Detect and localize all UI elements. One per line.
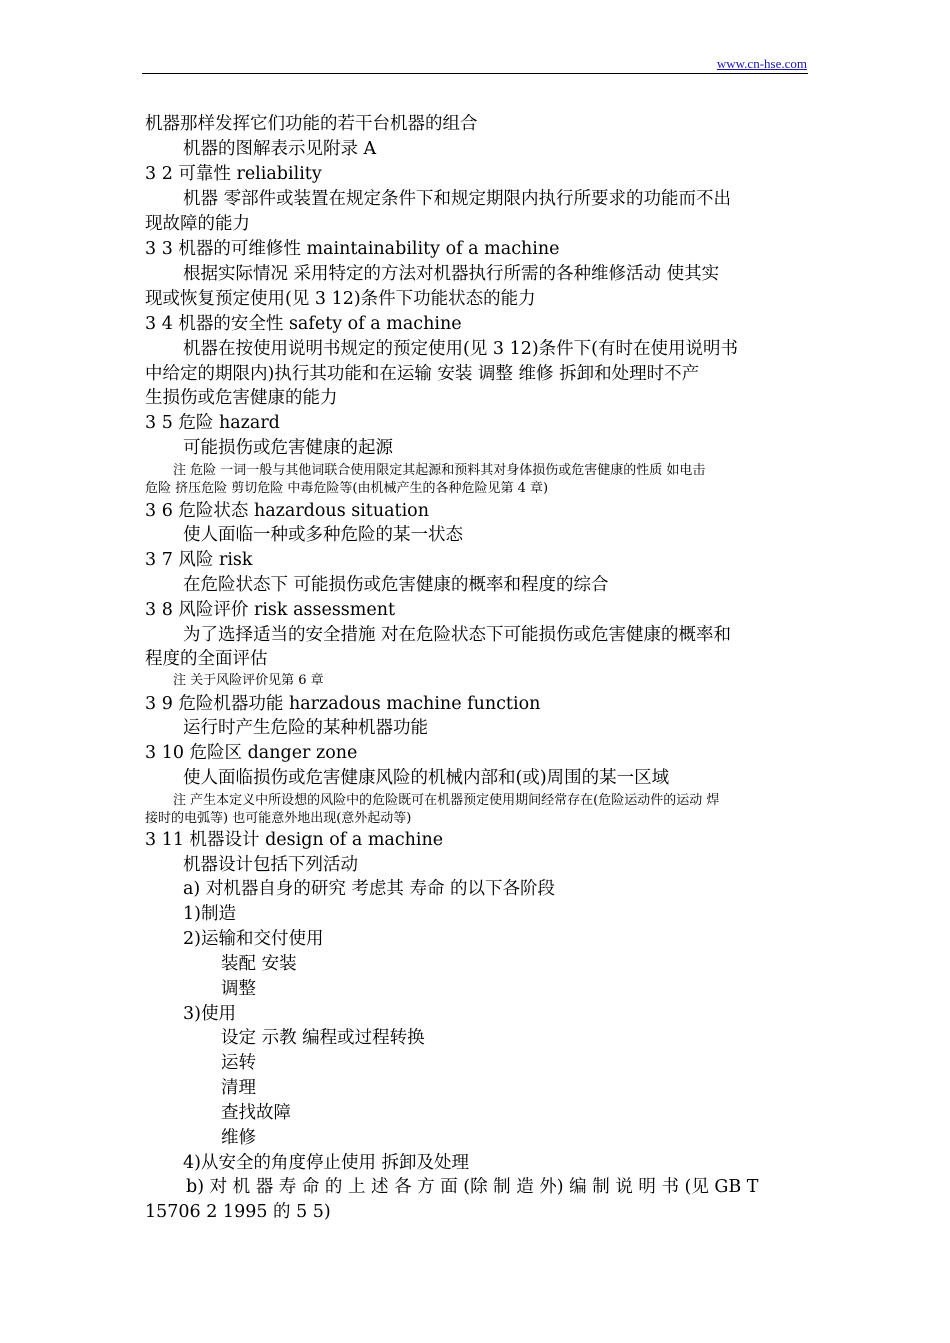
text-line: 机器的图解表示见附录 A: [183, 139, 377, 159]
list-item: 4)从安全的角度停止使用 拆卸及处理: [183, 1153, 470, 1173]
text-line: 可能损伤或危害健康的起源: [183, 438, 393, 458]
section-heading: 3 4 机器的安全性 safety of a machine: [145, 314, 462, 334]
text-line: 机器设计包括下列活动: [183, 855, 358, 875]
text-line: 机器在按使用说明书规定的预定使用(见 3 12)条件下(有时在使用说明书: [183, 339, 739, 359]
text-line: 生损伤或危害健康的能力: [145, 388, 338, 408]
note-line: 注 产生本定义中所设想的风险中的危险既可在机器预定使用期间经常存在(危险运动件的运动 焊: [173, 793, 720, 808]
section-heading: 3 10 危险区 danger zone: [145, 743, 358, 763]
section-heading: 3 9 危险机器功能 harzadous machine function: [145, 694, 541, 714]
list-item: 2)运输和交付使用: [183, 929, 324, 949]
section-heading: 3 5 危险 hazard: [145, 413, 280, 433]
note-line: 接时的电弧等) 也可能意外地出现(意外起动等): [145, 811, 412, 826]
list-subitem: 维修: [221, 1128, 256, 1148]
list-item: 1)制造: [183, 904, 236, 924]
text-line: 中给定的期限内)执行其功能和在运输 安装 调整 维修 拆卸和处理时不产: [145, 364, 700, 384]
site-link[interactable]: www.cn-hse.com: [716, 56, 807, 71]
list-item: a) 对机器自身的研究 考虑其 寿命 的以下各阶段: [183, 879, 556, 899]
list-item: b) 对 机 器 寿 命 的 上 述 各 方 面 (除 制 造 外) 编 制 说 明 书 (见 GB T: [186, 1177, 759, 1197]
note-line: 危险 挤压危险 剪切危险 中毒危险等(由机械产生的各种危险见第 4 章): [145, 481, 549, 496]
note-line: 注 危险 一词一般与其他词联合使用限定其起源和预料其对身体损伤或危害健康的性质 如电击: [173, 463, 706, 478]
text-line: 机器那样发挥它们功能的若干台机器的组合: [145, 114, 478, 134]
note-line: 注 关于风险评价见第 6 章: [173, 673, 324, 688]
text-line: 机器 零部件或装置在规定条件下和规定期限内执行所要求的功能而不出: [183, 189, 732, 209]
text-line: 程度的全面评估: [145, 649, 268, 669]
section-heading: 3 3 机器的可维修性 maintainability of a machine: [145, 239, 560, 259]
header-rule: [142, 73, 808, 74]
text-line: 运行时产生危险的某种机器功能: [183, 718, 428, 738]
text-line: 使人面临一种或多种危险的某一状态: [183, 525, 463, 545]
list-subitem: 运转: [221, 1053, 256, 1073]
list-subitem: 清理: [221, 1078, 256, 1098]
list-subitem: 调整: [221, 979, 256, 999]
text-line: 在危险状态下 可能损伤或危害健康的概率和程度的综合: [183, 575, 609, 595]
text-line: 现或恢复预定使用(见 3 12)条件下功能状态的能力: [145, 289, 536, 309]
section-heading: 3 6 危险状态 hazardous situation: [145, 501, 429, 521]
text-line: 现故障的能力: [145, 214, 250, 234]
text-line: 为了选择适当的安全措施 对在危险状态下可能损伤或危害健康的概率和: [183, 625, 732, 645]
list-item: 3)使用: [183, 1004, 236, 1024]
text-line: 根据实际情况 采用特定的方法对机器执行所需的各种维修活动 使其实: [183, 264, 720, 284]
text-line: 15706 2 1995 的 5 5): [145, 1202, 331, 1222]
section-heading: 3 7 风险 risk: [145, 550, 253, 570]
text-line: 使人面临损伤或危害健康风险的机械内部和(或)周围的某一区域: [183, 768, 670, 788]
section-heading: 3 2 可靠性 reliability: [145, 164, 322, 184]
list-subitem: 设定 示教 编程或过程转换: [221, 1028, 425, 1048]
section-heading: 3 11 机器设计 design of a machine: [145, 830, 444, 850]
section-heading: 3 8 风险评价 risk assessment: [145, 600, 396, 620]
list-subitem: 查找故障: [221, 1103, 291, 1123]
list-subitem: 装配 安装: [221, 954, 297, 974]
